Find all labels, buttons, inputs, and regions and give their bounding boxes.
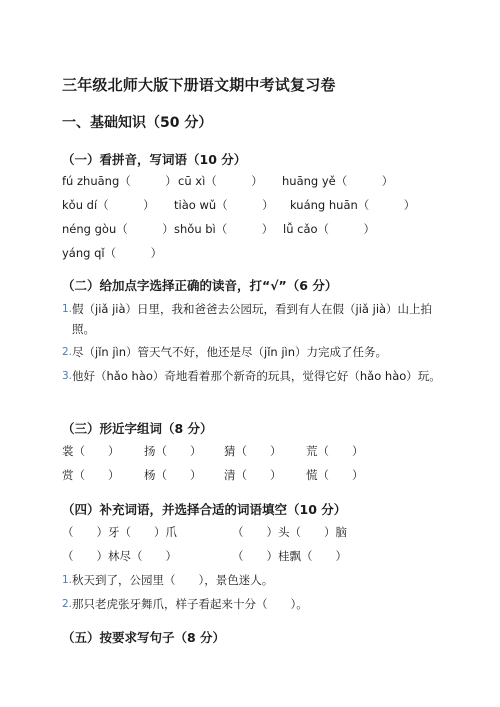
pinyin-item: néng gòu（ ）: [62, 222, 174, 236]
char-item: 裳（ ）: [62, 444, 120, 458]
list-item: [62, 342, 442, 362]
idiom-item: （ ）牙（ ）爪: [62, 525, 177, 539]
char-item: 杨（ ）: [144, 468, 202, 482]
idiom-item: （ ）头（ ）脑: [232, 525, 347, 539]
pinyin-item: cū xì（ ）: [178, 174, 263, 188]
pinyin-item: kuáng huān（ ）: [290, 198, 416, 212]
char-item: 扬（ ）: [144, 444, 202, 458]
list-item: [62, 366, 442, 386]
pinyin-item: tiào wǔ（ ）: [174, 198, 274, 212]
section-heading-idioms: （四）补充词语，并选择合适的词语填空（10 分）: [62, 502, 347, 517]
item-number: 2.: [62, 346, 73, 358]
list-item: [62, 594, 442, 614]
item-text: 秋天到了，公园里（ ），景色迷人。: [72, 573, 274, 587]
pinyin-item: kǒu dí（ ）: [62, 198, 155, 212]
char-item: 赏（ ）: [62, 468, 120, 482]
section-heading-similar-chars: （三）形近字组词（8 分）: [62, 421, 213, 436]
list-item: [62, 570, 442, 590]
pinyin-item: fú zhuāng（ ）: [62, 174, 177, 188]
pinyin-item: huāng yě（ ）: [282, 174, 394, 188]
idiom-item: （ ）林尽（ ）: [62, 549, 177, 563]
page-title: 三年级北师大版下册语文期中考试复习卷: [62, 76, 336, 94]
pinyin-item: lǚ cǎo（ ）: [283, 222, 376, 236]
pinyin-item: shǒu bì（ ）: [174, 222, 274, 236]
item-number: 2.: [62, 598, 73, 610]
char-item: 清（ ）: [224, 468, 282, 482]
item-number: 1.: [62, 574, 73, 586]
item-number: 1.: [62, 303, 73, 315]
char-item: 慌（ ）: [306, 468, 364, 482]
item-text: 那只老虎张牙舞爪，样子看起来十分（ ）。: [72, 597, 308, 611]
item-text: 他好（hǎo hào）奇地看着那个新奇的玩具，觉得它好（hǎo hào）玩。: [72, 369, 441, 383]
char-item: 猜（ ）: [224, 444, 282, 458]
item-number: 3.: [62, 370, 73, 382]
section-heading-pinyin: （一）看拼音，写词语（10 分）: [62, 152, 247, 167]
idiom-item: （ ）桂飘（ ）: [232, 549, 347, 563]
list-item: [62, 299, 442, 339]
section-heading-sentences: （五）按要求写句子（8 分）: [62, 630, 226, 645]
pinyin-item: yáng qǐ（ ）: [62, 246, 163, 260]
item-text: 尽（jǐn jìn）管天气不好，他还是尽（jǐn jìn）力完成了任务。: [72, 345, 388, 359]
section-heading-pronunciation: （二）给加点字选择正确的读音，打“√”（6 分）: [62, 278, 338, 293]
part-heading-basics: 一、基础知识（50 分）: [62, 115, 213, 131]
item-text: 假（jiǎ jià）日里，我和爸爸去公园玩，看到有人在假（jiǎ jià）山上拍照。: [72, 302, 433, 336]
char-item: 荒（ ）: [306, 444, 364, 458]
